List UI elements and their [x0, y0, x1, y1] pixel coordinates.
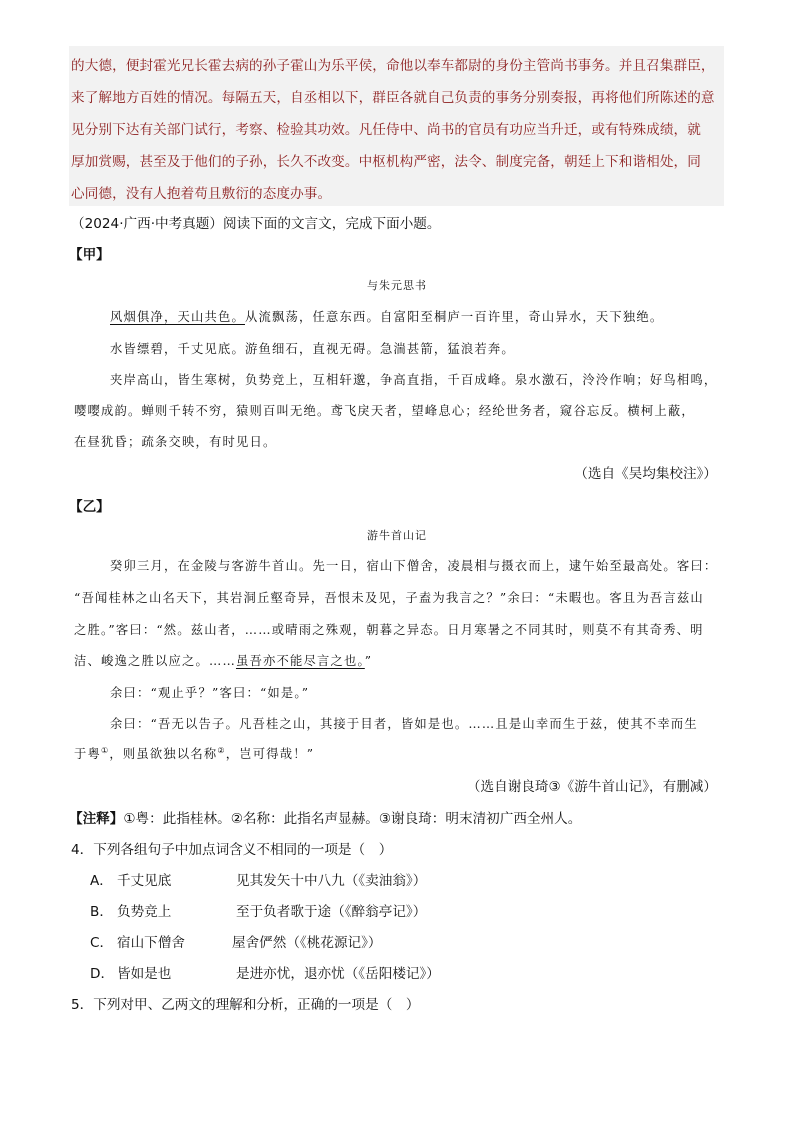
yi-l7-text: ，岂可得哉！” [225, 747, 315, 761]
yi-line: 癸卯三月，在金陵与客游牛首山。先一日，宿山下僧舍，凌晨相与摄衣而上，逮午始至最高处。客曰： [110, 559, 718, 573]
jia-paragraph-3-line: 嘤嘤成韵。蝉则千转不穷，猿则百叫无绝。鸢飞戾天者，望峰息心；经纶世务者，窥谷忘反。横柯上蔽， [74, 404, 695, 418]
option-d-right: 是进亦忧，退亦忧（《岳阳楼记》） [236, 966, 440, 982]
source-yi: （选自谢良琦③《游牛首山记》，有删减） [466, 779, 717, 795]
source-jia: （选自《吴均集校注》） [574, 466, 717, 482]
underlined-sentence: 风烟俱净，天山共色。 [110, 310, 245, 324]
yi-l7-text: 于粤 [74, 747, 101, 761]
underlined-sentence: 虽吾亦不能尽言之也。 [235, 654, 365, 668]
option-d-letter[interactable]: D． [90, 966, 115, 982]
translation-line: 厚加赏赐，甚至及于他们的子孙，长久不改变。中枢机构严密，法令、制度完备，朝廷上下和谐相处，同 [71, 154, 701, 170]
jia-paragraph-1 [110, 307, 663, 325]
notes-text: ①粤：此指桂林。②名称：此指名声显赫。③谢良琦：明末清初广西全州人。 [123, 811, 582, 827]
yi-l4-quote: ” [364, 654, 373, 668]
jia-paragraph-3-line: 夹岸高山，皆生寒树，负势竞上，互相轩邈，争高直指，千百成峰。泉水激石，泠泠作响；好鸟相鸣， [110, 373, 718, 387]
question-4-stem: 4．下列各组句子中加点词含义不相同的一项是（ ） [71, 842, 393, 858]
option-d-left: 皆如是也 [117, 966, 172, 982]
question-intro: （2024·广西·中考真题）阅读下面的文言文，完成下面小题。 [71, 216, 441, 232]
translation-line: 心同德，没有人抱着苟且敷衍的态度办事。 [71, 186, 332, 202]
notes-label: 【注释】 [69, 811, 124, 827]
option-a-letter[interactable]: A． [90, 873, 113, 889]
jia-p1-text: 从流飘荡，任意东西。自富阳至桐庐一百许里，奇山异水，天下独绝。 [244, 310, 664, 324]
yi-l4-text: 洁、峻逸之胜以应之。…… [74, 654, 236, 668]
footnote-marker: ① [101, 745, 110, 755]
passage-title-jia: 与朱元思书 [367, 279, 427, 292]
yi-line [74, 744, 314, 762]
option-a-left: 千丈见底 [117, 873, 172, 889]
translation-line: 来了解地方百姓的情况。每隔五天，自丞相以下，群臣各就自己负责的事务分别奏报，再将他们所陈述的意 [71, 90, 715, 106]
section-label-yi: 【乙】 [69, 499, 110, 515]
option-b-right: 至于负者歌于途（《醉翁亭记》） [236, 904, 427, 920]
jia-paragraph-3-line: 在昼犹昏；疏条交映，有时见日。 [74, 435, 277, 449]
translation-line: 的大德，便封霍光兄长霍去病的孙子霍山为乐平侯，命他以奉车都尉的身份主管尚书事务。并且召集群臣， [71, 58, 715, 74]
option-c-letter[interactable]: C． [90, 935, 114, 951]
yi-line: 余曰：“吾无以告子。凡吾桂之山，其接于目者，皆如是也。……且是山幸而生于兹，使其不幸而生 [110, 717, 698, 731]
translation-box [69, 46, 724, 206]
option-b-letter[interactable]: B． [90, 904, 113, 920]
option-a-right: 见其发矢十中八九（《卖油翁》） [236, 873, 427, 889]
yi-line: 余曰：“观止乎？”客曰：“如是。” [110, 686, 310, 700]
jia-paragraph-2: 水皆缥碧，千丈见底。游鱼细石，直视无碍。急湍甚箭，猛浪若奔。 [110, 342, 515, 356]
option-b-left: 负势竞上 [117, 904, 172, 920]
notes [69, 807, 581, 827]
translation-line: 见分别下达有关部门试行，考察、检验其功效。凡任侍中、尚书的官员有功应当升迁，或有特殊成绩，就 [71, 122, 701, 138]
yi-line: 之胜。”客曰：“然。兹山者，……或晴雨之殊观，朝暮之异态。日月寒暑之不同其时，则莫不有其奇秀、明 [74, 623, 704, 637]
yi-line [74, 651, 372, 669]
question-5-stem: 5．下列对甲、乙两文的理解和分析，正确的一项是（ ） [71, 997, 420, 1013]
option-c-right: 屋舍俨然（《桃花源记》） [232, 935, 382, 951]
section-label-jia: 【甲】 [69, 247, 110, 263]
footnote-marker: ② [217, 745, 226, 755]
yi-l7-text: ，则虽欲独以名称 [109, 747, 218, 761]
yi-line: “吾闻桂林之山名天下，其岩洞丘壑奇异，吾恨未及见，子盍为我言之？”余曰：“未暇也。客且为吾言兹山 [74, 591, 704, 605]
passage-title-yi: 游牛首山记 [367, 529, 427, 542]
option-c-left: 宿山下僧舍 [117, 935, 185, 951]
